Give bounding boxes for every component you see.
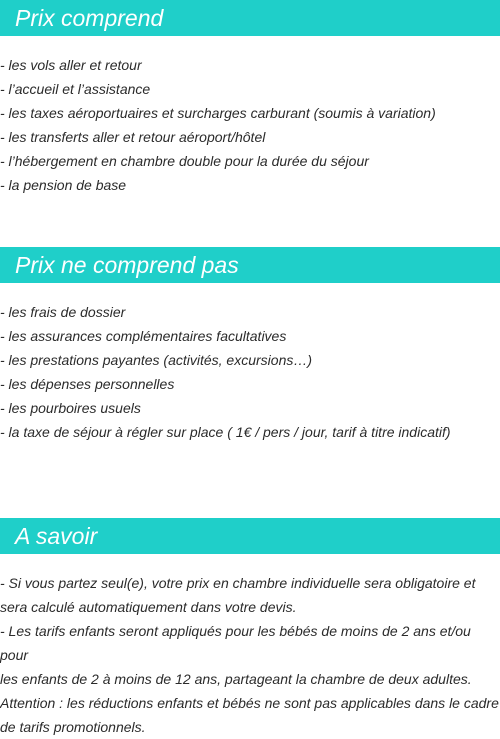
info-paragraph	[0, 571, 500, 739]
list-item: - la taxe de séjour à régler sur place ( 1€ / pers / jour, tarif à titre indicatif)	[0, 424, 451, 440]
info-line: - Les tarifs enfants seront appliqués pour les bébés de moins de 2 ans et/ou pour	[0, 623, 471, 663]
info-line: sera calculé automatiquement dans votre devis.	[0, 599, 297, 615]
section-title: Prix ne comprend pas	[15, 252, 239, 278]
section-title: A savoir	[15, 523, 98, 549]
list-item: - les assurances complémentaires facultatives	[0, 328, 287, 344]
list-item: - les vols aller et retour	[0, 57, 142, 73]
info-line: de tarifs promotionnels.	[0, 719, 146, 735]
list-item: - les dépenses personnelles	[0, 376, 175, 392]
list-item: - les prestations payantes (activités, excursions…)	[0, 352, 313, 368]
list-item: - l’hébergement en chambre double pour la durée du séjour	[0, 153, 369, 169]
list-item: - les pourboires usuels	[0, 400, 141, 416]
section-header-prix-comprend	[0, 0, 500, 36]
list-item: - l’accueil et l’assistance	[0, 81, 151, 97]
section-header-a-savoir	[0, 518, 500, 554]
section-title: Prix comprend	[15, 5, 164, 31]
excluded-list	[0, 300, 500, 444]
info-line: - Si vous partez seul(e), votre prix en chambre individuelle sera obligatoire et	[0, 575, 476, 591]
list-item: - les frais de dossier	[0, 304, 126, 320]
list-item: - les transferts aller et retour aéroport/hôtel	[0, 129, 266, 145]
list-item: - la pension de base	[0, 177, 127, 193]
info-line: les enfants de 2 à moins de 12 ans, partageant la chambre de deux adultes.	[0, 671, 472, 687]
included-list	[0, 53, 500, 197]
list-item: - les taxes aéroportuaires et surcharges carburant (soumis à variation)	[0, 105, 436, 121]
section-header-prix-ne-comprend-pas	[0, 247, 500, 283]
info-line: Attention : les réductions enfants et bébés ne sont pas applicables dans le cadre	[0, 695, 499, 711]
